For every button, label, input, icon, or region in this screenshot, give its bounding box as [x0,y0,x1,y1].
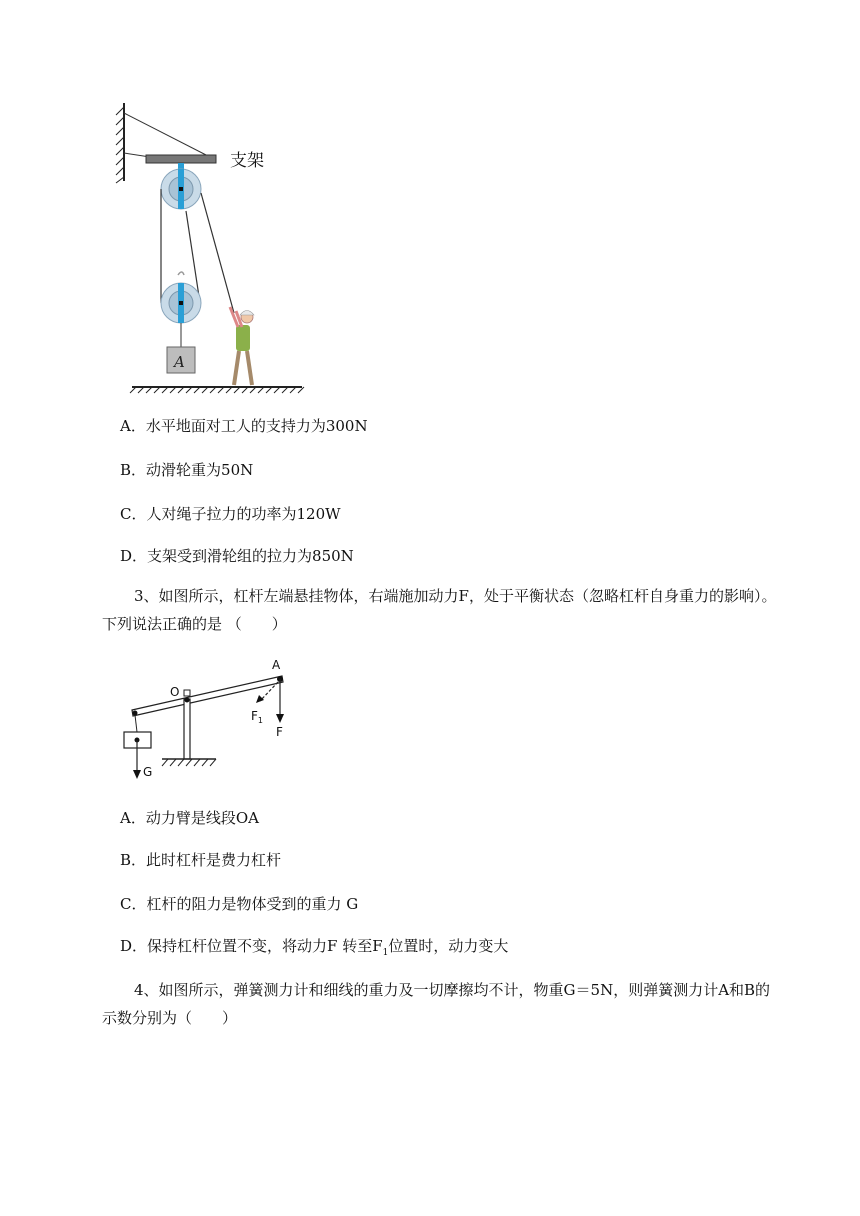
q3-stem-line1: 3、如图所示，杠杆左端悬挂物体，右端施加动力F，处于平衡状态（忽略杠杆自身重力的影响）。 [134,587,777,605]
q3-option-d-pre: D．保持杠杆位置不变，将动力F 转至F [120,937,383,955]
q3-stem-line2: 下列说法正确的是 （ ） [102,615,287,633]
q4-stem-line1: 4、如图所示，弹簧测力计和细线的重力及一切摩擦均不计，物重G＝5N，则弹簧测力计A和B的 [134,981,771,999]
q2-option-a: A．水平地面对工人的支持力为300N [120,417,368,435]
q3-option-d-sub: 1 [382,948,389,958]
lever-label-g: G [143,765,153,779]
q3-option-b: B．此时杠杆是费力杠杆 [120,851,282,869]
worker-figure [230,307,254,385]
lever-label-a: A [272,658,281,672]
q3-option-d-post: 位置时，动力变大 [388,937,509,955]
pulley-figure [110,95,310,395]
lever-label-o: O [170,685,180,699]
lever-label-f: F [276,725,283,739]
q4-stem [102,976,812,1032]
q2-option-c: C．人对绳子拉力的功率为120W [120,505,341,523]
lever-figure [118,652,318,787]
q2-option-d: D．支架受到滑轮组的拉力为850N [120,547,354,565]
weight-label: A [174,353,185,371]
q2-option-b: B．动滑轮重为50N [120,461,254,479]
q3-stem [102,582,812,638]
lever-label-f1: $F_1$ [251,709,263,725]
q3-option-c: C．杠杆的阻力是物体受到的重力 G [120,895,359,913]
q3-option-d [120,936,508,963]
bracket-label: 支架 [230,151,264,171]
q3-option-a: A．动力臂是线段OA [120,809,259,827]
q4-stem-line2: 示数分别为（ ） [102,1009,238,1027]
